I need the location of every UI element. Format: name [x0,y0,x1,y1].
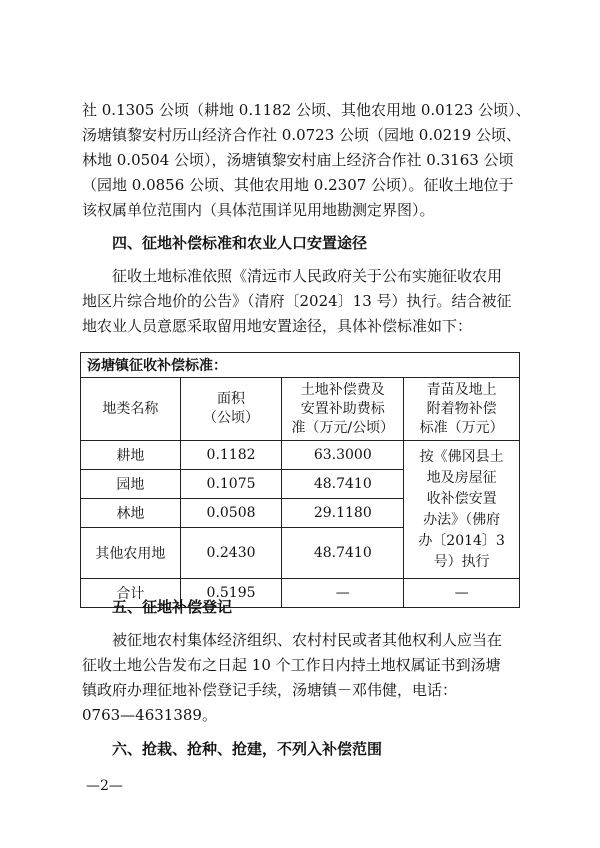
header-area-unit: （公顷） [203,410,260,426]
header-area-line: 面积 [217,391,246,407]
note-line: 地及房屋征 [426,469,497,486]
paragraph-land-parcels [82,98,531,223]
header-fee-line: 准（万元/公顷） [291,419,395,436]
text-line: 征收土地标准依照《清远市人民政府关于公布实施征收农用 [82,267,503,285]
cell-fee: 29.1180 [282,499,404,528]
table-row [81,441,520,470]
text-line: 镇政府办理征地补偿登记手续，汤塘镇－邓伟健，电话： [82,681,458,699]
cell-fee: 48.7410 [282,528,404,579]
table-header-row [81,378,520,441]
text-line: 社 0.1305 公顷（耕地 0.1182 公顷、其他农用地 0.0123 公顷）、 [82,101,531,119]
note-line: 按《佛冈县土 [419,448,504,465]
text-line: 0763—4631389。 [82,706,217,724]
header-land-type: 地类名称 [81,378,181,441]
page-number: —2— [86,778,123,794]
cell-crops-note [404,441,520,579]
text-line: 征收土地公告发布之日起 10 个工作日内持土地权属证书到汤塘 [82,656,501,674]
text-line: 被征地农村集体经济组织、农村村民或者其他权利人应当在 [82,631,503,649]
cell-fee: 63.3000 [282,441,404,470]
text-line: （园地 0.0856 公顷、其他农用地 0.2307 公顷）。征收土地位于 [82,176,514,194]
table-caption: 汤塘镇征收补偿标准： [81,353,520,378]
cell-area: 0.1075 [180,470,282,499]
cell-land-type: 其他农用地 [81,528,181,579]
note-line: 办〔2014〕3 [418,532,505,549]
note-line: 办法》（佛府 [423,511,501,528]
cell-land-type: 园地 [81,470,181,499]
cell-total-area: 0.5195 [180,579,282,608]
section-4-paragraph [82,264,522,339]
note-line: 收补偿安置 [426,490,497,507]
cell-land-type: 林地 [81,499,181,528]
text-line: 地农业人员意愿采取留用地安置途径，具体补偿标准如下： [82,317,473,335]
header-crops-line: 附着物补偿 [426,400,497,417]
text-line: 地区片综合地价的公告》（清府〔2024〕13 号）执行。结合被征 [82,292,512,310]
cell-total-note: — [404,579,520,608]
section-4-heading: 四、征地补偿标准和农业人口安置途径 [112,234,368,252]
note-line: 号）执行 [433,553,490,570]
header-fee-line: 安置补助费标 [300,400,385,417]
header-crops-line: 青苗及地上 [426,381,497,398]
section-5-paragraph [82,628,522,728]
header-fee-line: 土地补偿费及 [300,381,385,398]
cell-total-label: 合计 [81,579,181,608]
header-crops-compensation [404,378,520,441]
cell-total-fee: — [282,579,404,608]
compensation-table [80,352,520,608]
cell-fee: 48.7410 [282,470,404,499]
cell-area: 0.2430 [180,528,282,579]
header-crops-line: 标准（万元） [419,419,504,436]
text-line: 林地 0.0504 公顷），汤塘镇黎安村庙上经济合作社 0.3163 公顷 [82,151,514,169]
text-line: 汤塘镇黎安村历山经济合作社 0.0723 公顷（园地 0.0219 公顷、 [82,126,522,144]
section-5-heading: 五、征地补偿登记 [112,598,233,616]
header-area [180,378,282,441]
cell-area: 0.1182 [180,441,282,470]
cell-land-type: 耕地 [81,441,181,470]
text-line: 该权属单位范围内（具体范围详见用地勘测定界图）。 [82,201,435,219]
header-compensation-fee [282,378,404,441]
section-6-heading: 六、抢栽、抢种、抢建，不列入补偿范围 [112,740,383,758]
cell-area: 0.0508 [180,499,282,528]
